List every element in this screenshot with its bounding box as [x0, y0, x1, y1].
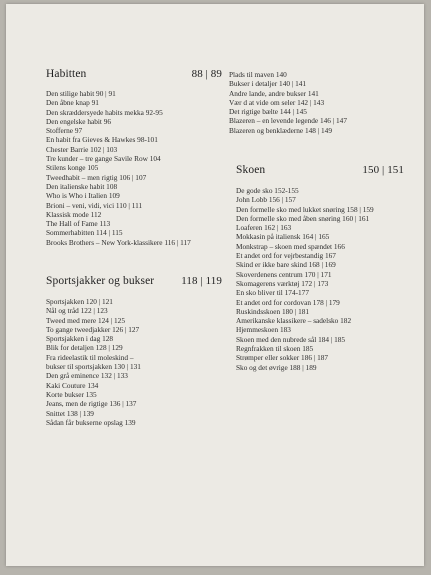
toc-entry: Loaferen 162 | 163	[236, 223, 292, 233]
toc-entry: Skomagerens værktøj 172 | 173	[236, 278, 329, 288]
toc-entry: Skoen med den nubrede sål 184 | 185	[236, 334, 346, 344]
toc-entry: Chester Barrie 102 | 103	[46, 144, 118, 154]
toc-entry: Andre lande, andre bukser 141	[229, 88, 319, 98]
toc-entry: Fra rideelastik til moleskind –	[46, 352, 134, 362]
habitten-heading	[46, 68, 222, 80]
toc-entry: Blazeren og benklæderne 148 | 149	[229, 125, 332, 135]
toc-entry: Korte bukser 135	[46, 389, 97, 399]
skoen-pages: 150 | 151	[362, 164, 404, 176]
bukser-continuation	[229, 70, 399, 135]
toc-entry: Kaki Couture 134	[46, 380, 99, 390]
toc-entry: Tweedhabit – men rigtig 106 | 107	[46, 172, 147, 182]
toc-entry: Plads til maven 140	[229, 70, 287, 79]
toc-entry: Sådan får bukserne opslag 139	[46, 417, 136, 427]
toc-entry: Tre kunder – tre gange Savile Row 104	[46, 154, 161, 164]
toc-entry: Ruskindsskoen 180 | 181	[236, 306, 310, 316]
toc-entry: Brioni – veni, vidi, vici 110 | 111	[46, 200, 143, 210]
toc-entry: Bukser i detaljer 140 | 141	[229, 79, 307, 89]
habitten-section	[46, 68, 222, 247]
toc-entry: Vær d at vide om seler 142 | 143	[229, 97, 325, 107]
habitten-list	[46, 89, 222, 247]
toc-entry: Den åbne knap 91	[46, 98, 99, 108]
toc-entry: Blik for detaljen 128 | 129	[46, 343, 123, 353]
toc-entry: Amerikanske klassikere – sadelsko 182	[236, 316, 352, 326]
toc-entry: Den formelle sko med lukket snøring 158 | 159	[236, 204, 374, 214]
toc-entry: Jeans, men de rigtige 136 | 137	[46, 399, 137, 409]
sportsjakker-title: Sportsjakker og bukser	[46, 275, 155, 287]
toc-entry: En sko bliver til 174-177	[236, 288, 309, 298]
toc-entry: Skoverdenens centrum 170 | 171	[236, 269, 332, 279]
toc-entry: Stofferne 97	[46, 126, 83, 136]
toc-entry: Stilens konge 105	[46, 163, 99, 173]
skoen-title: Skoen	[236, 164, 266, 176]
toc-entry: Hjemmeskoen 183	[236, 325, 291, 335]
sportsjakker-section	[46, 275, 222, 427]
sportsjakker-heading	[46, 275, 222, 287]
toc-entry: Monkstrap – skoen med spændet 166	[236, 241, 345, 251]
skoen-list	[236, 186, 404, 372]
toc-entry: To gange tweedjakker 126 | 127	[46, 324, 140, 334]
book-page	[6, 4, 424, 566]
toc-entry: The Hall of Fame 113	[46, 219, 111, 229]
toc-entry: Sportsjakken i dag 128	[46, 334, 114, 344]
toc-entry: Nål og tråd 122 | 123	[46, 306, 108, 316]
sportsjakker-pages: 118 | 119	[181, 275, 222, 287]
toc-entry: Strømper eller sokker 186 | 187	[236, 353, 329, 363]
toc-entry: Regnfrakken til skoen 185	[236, 344, 314, 354]
toc-entry: Sko og det øvrige 188 | 189	[236, 362, 317, 372]
toc-entry: Et andet ord for vejrbestandig 167	[236, 251, 336, 261]
toc-entry: De gode sko 152-155	[236, 186, 299, 195]
toc-entry: Brooks Brothers – New York-klassikere 116 | 117	[46, 237, 191, 247]
toc-entry: Mokkasin på italiensk 164 | 165	[236, 232, 330, 242]
toc-entry: John Lobb 156 | 157	[236, 195, 296, 205]
toc-entry: Skind er ikke bare skind 168 | 169	[236, 260, 336, 270]
toc-entry: Who is Who i Italien 109	[46, 191, 120, 201]
bukser-continuation-list	[229, 70, 399, 135]
habitten-pages: 88 | 89	[191, 68, 222, 80]
sportsjakker-list	[46, 297, 222, 427]
toc-entry: En habit fra Gieves & Hawkes 98-101	[46, 135, 158, 145]
toc-entry: Den formelle sko med åben snøring 160 | 161	[236, 213, 370, 223]
skoen-section	[236, 164, 404, 372]
toc-entry: Den italienske habit 108	[46, 181, 118, 191]
toc-entry: Sportsjakken 120 | 121	[46, 297, 113, 306]
toc-entry: Den grå eminence 132 | 133	[46, 371, 128, 381]
toc-entry: Et andet ord for cordovan 178 | 179	[236, 297, 340, 307]
toc-entry: bukser til sportsjakken 130 | 131	[46, 362, 141, 372]
habitten-title: Habitten	[46, 68, 87, 80]
skoen-heading	[236, 164, 404, 176]
toc-entry: Blazeren – en levende legende 146 | 147	[229, 116, 347, 126]
toc-entry: Den stilige habit 90 | 91	[46, 89, 116, 98]
toc-entry: Det rigtige bælte 144 | 145	[229, 107, 307, 117]
toc-entry: Den engelske habit 96	[46, 116, 112, 126]
toc-entry: Klassisk mode 112	[46, 209, 102, 219]
toc-entry: Snittet 138 | 139	[46, 408, 94, 418]
toc-entry: Den skræddersyede habits mekka 92-95	[46, 107, 163, 117]
toc-entry: Tweed med mere 124 | 125	[46, 315, 125, 325]
toc-entry: Sommerhabitten 114 | 115	[46, 228, 123, 238]
